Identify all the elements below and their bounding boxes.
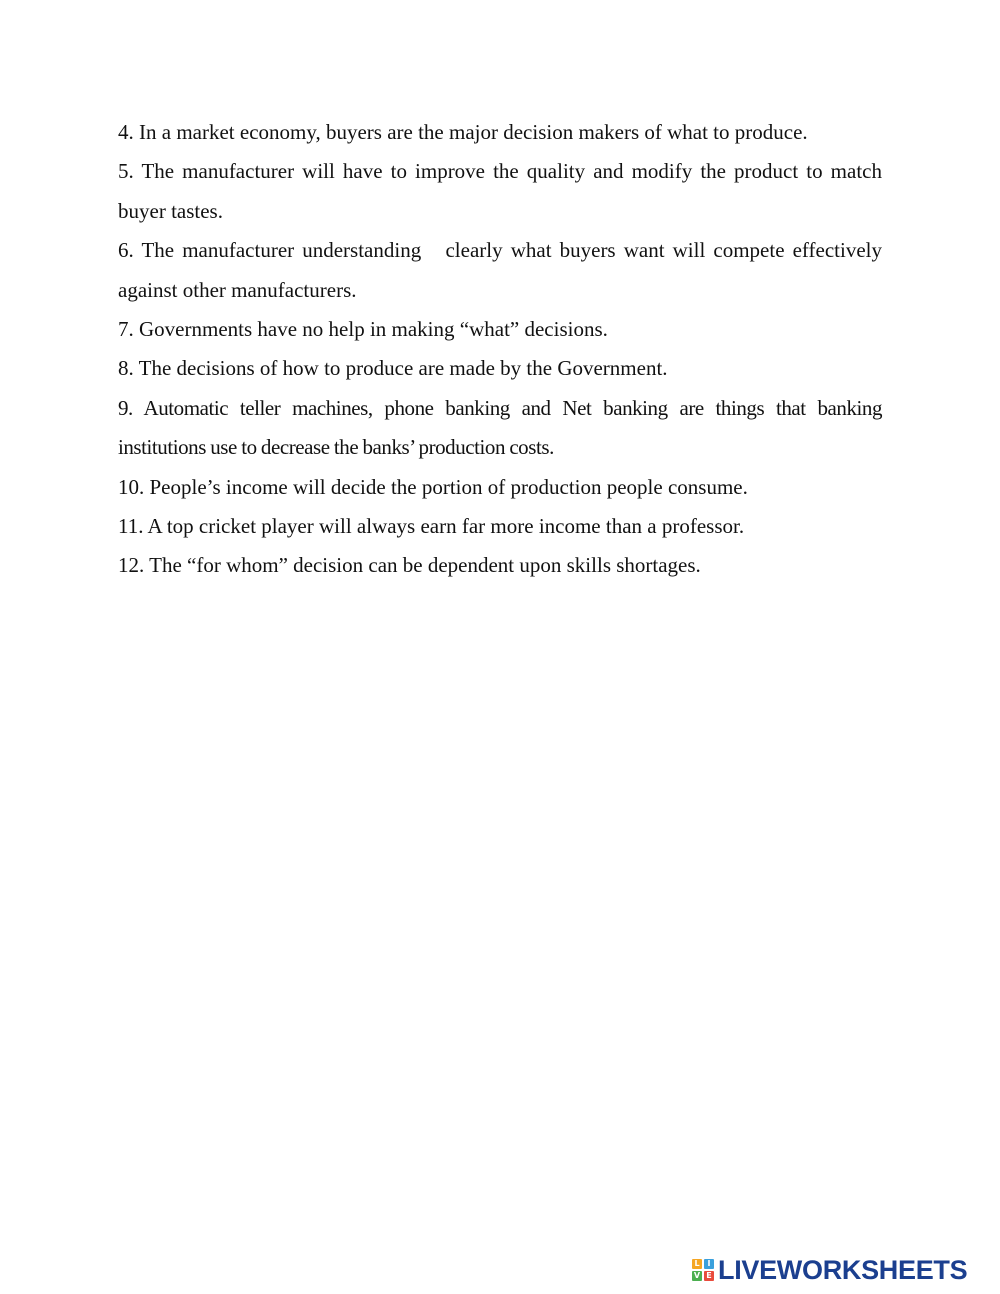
statement-5: 5. The manufacturer will have to improve the quality and modify the product to match buyer tastes. [118, 159, 882, 223]
logo-mark-letter: V [693, 1271, 701, 1280]
logo-mark-letter: L [692, 1259, 702, 1269]
liveworksheets-logo [692, 1253, 967, 1287]
logo-mark-letter: E [704, 1271, 714, 1281]
statement-list [118, 113, 888, 586]
statement-12: 12. The “for whom” decision can be dependent upon skills shortages. [118, 553, 701, 578]
statement-7: 7. Governments have no help in making “what” decisions. [118, 317, 608, 342]
statement-6: 6. The manufacturer understanding clearly what buyers want will compete effectively against other manufacturers. [118, 238, 888, 302]
logo-mark-letter: I [704, 1259, 714, 1269]
logo-mark-icon [692, 1259, 714, 1281]
logo-text: LIVEWORKSHEETS [718, 1255, 968, 1285]
statement-4: 4. In a market economy, buyers are the major decision makers of what to produce. [118, 120, 808, 144]
statement-9: 9. Automatic teller machines, phone banking and Net banking are things that banking institutions use to decrease the banks’ production costs. [118, 395, 882, 460]
statement-8: 8. The decisions of how to produce are made by the Government. [118, 356, 668, 381]
statement-11: 11. A top cricket player will always earn far more income than a professor. [118, 514, 745, 539]
statement-10: 10. People’s income will decide the portion of production people consume. [118, 474, 748, 499]
